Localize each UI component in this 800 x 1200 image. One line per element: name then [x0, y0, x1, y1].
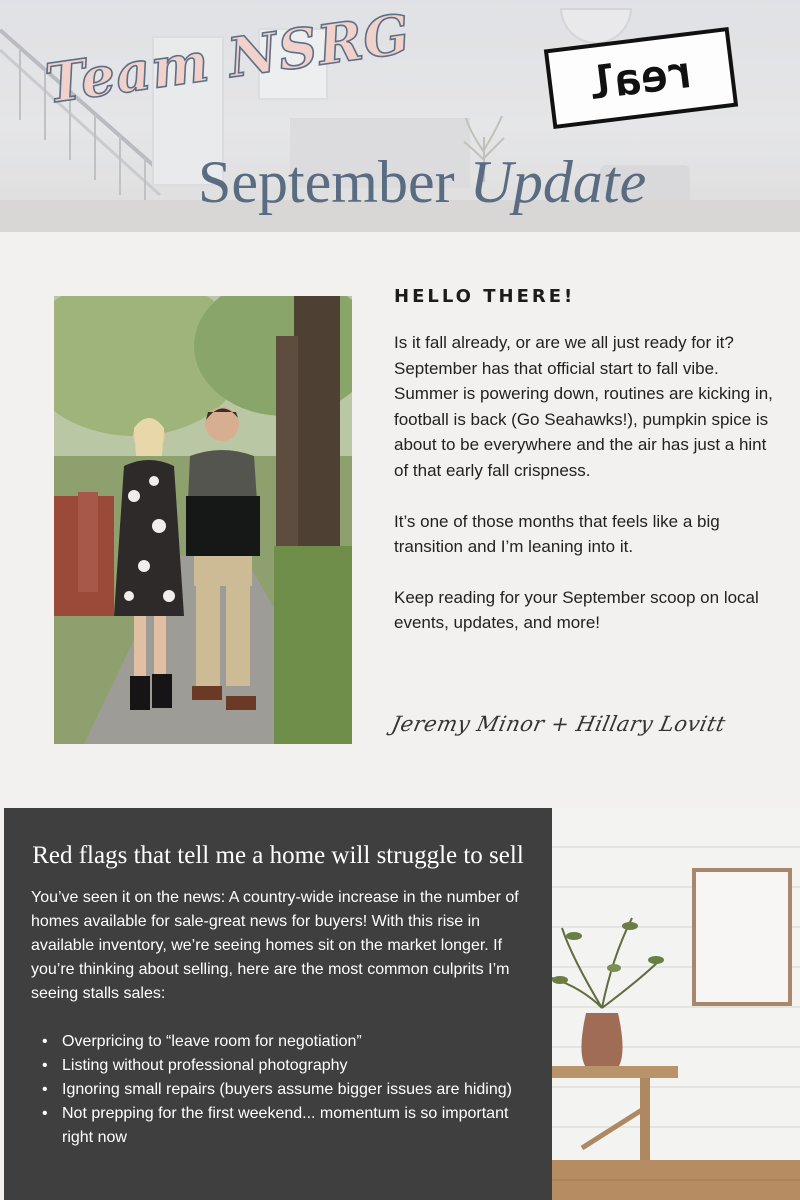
intro-paragraph: It’s one of those months that feels like a big transition and I’m leaning into it.	[394, 511, 720, 557]
list-item: • Ignoring small repairs (buyers assume bigger issues are hiding)	[40, 1078, 530, 1102]
intro-text	[394, 330, 774, 661]
brand-logo: real	[585, 46, 697, 110]
team-photo-illustration	[54, 296, 352, 744]
red-flags-panel	[4, 808, 552, 1200]
decor-illustration	[552, 808, 800, 1200]
update-word: Update	[469, 149, 647, 215]
team-photo	[54, 296, 352, 744]
decor-photo	[552, 808, 800, 1200]
list-item: • Overpricing to “leave room for negotiation”	[40, 1030, 530, 1054]
newsletter-title	[198, 148, 646, 217]
red-flags-list	[40, 1030, 530, 1150]
month-word: September	[198, 149, 455, 215]
red-flags-title: Red flags that tell me a home will struggle to sell	[32, 842, 524, 869]
greeting-heading: HELLO THERE!	[394, 286, 576, 307]
header-banner	[0, 0, 800, 232]
signature: Jeremy Minor + Hillary Lovitt	[389, 712, 728, 736]
list-item: • Listing without professional photography	[40, 1054, 530, 1078]
team-name-title: Team NSRG	[41, 1, 415, 116]
intro-paragraph: Keep reading for your September scoop on local events, updates, and more!	[394, 587, 759, 633]
intro-paragraph: Is it fall already, or are we all just ready for it? September has that official start to fall vibe. Summer is powering down, routines are kicking in, football is back (Go Seahawks!), pumpkin spice is about to be everywhere and the air has just a hint of that early fall crispness.	[394, 333, 773, 480]
list-item: • Not prepping for the first weekend... momentum is so important right now	[40, 1102, 530, 1150]
red-flags-body: You’ve seen it on the news: A country-wide increase in the number of homes available for sale-great news for buyers! With this rise in available inventory, we’re seeing homes sit on the market longer. If you’re thinking about selling, here are the most common culprits I’m seeing stalls sales:	[31, 889, 519, 1002]
